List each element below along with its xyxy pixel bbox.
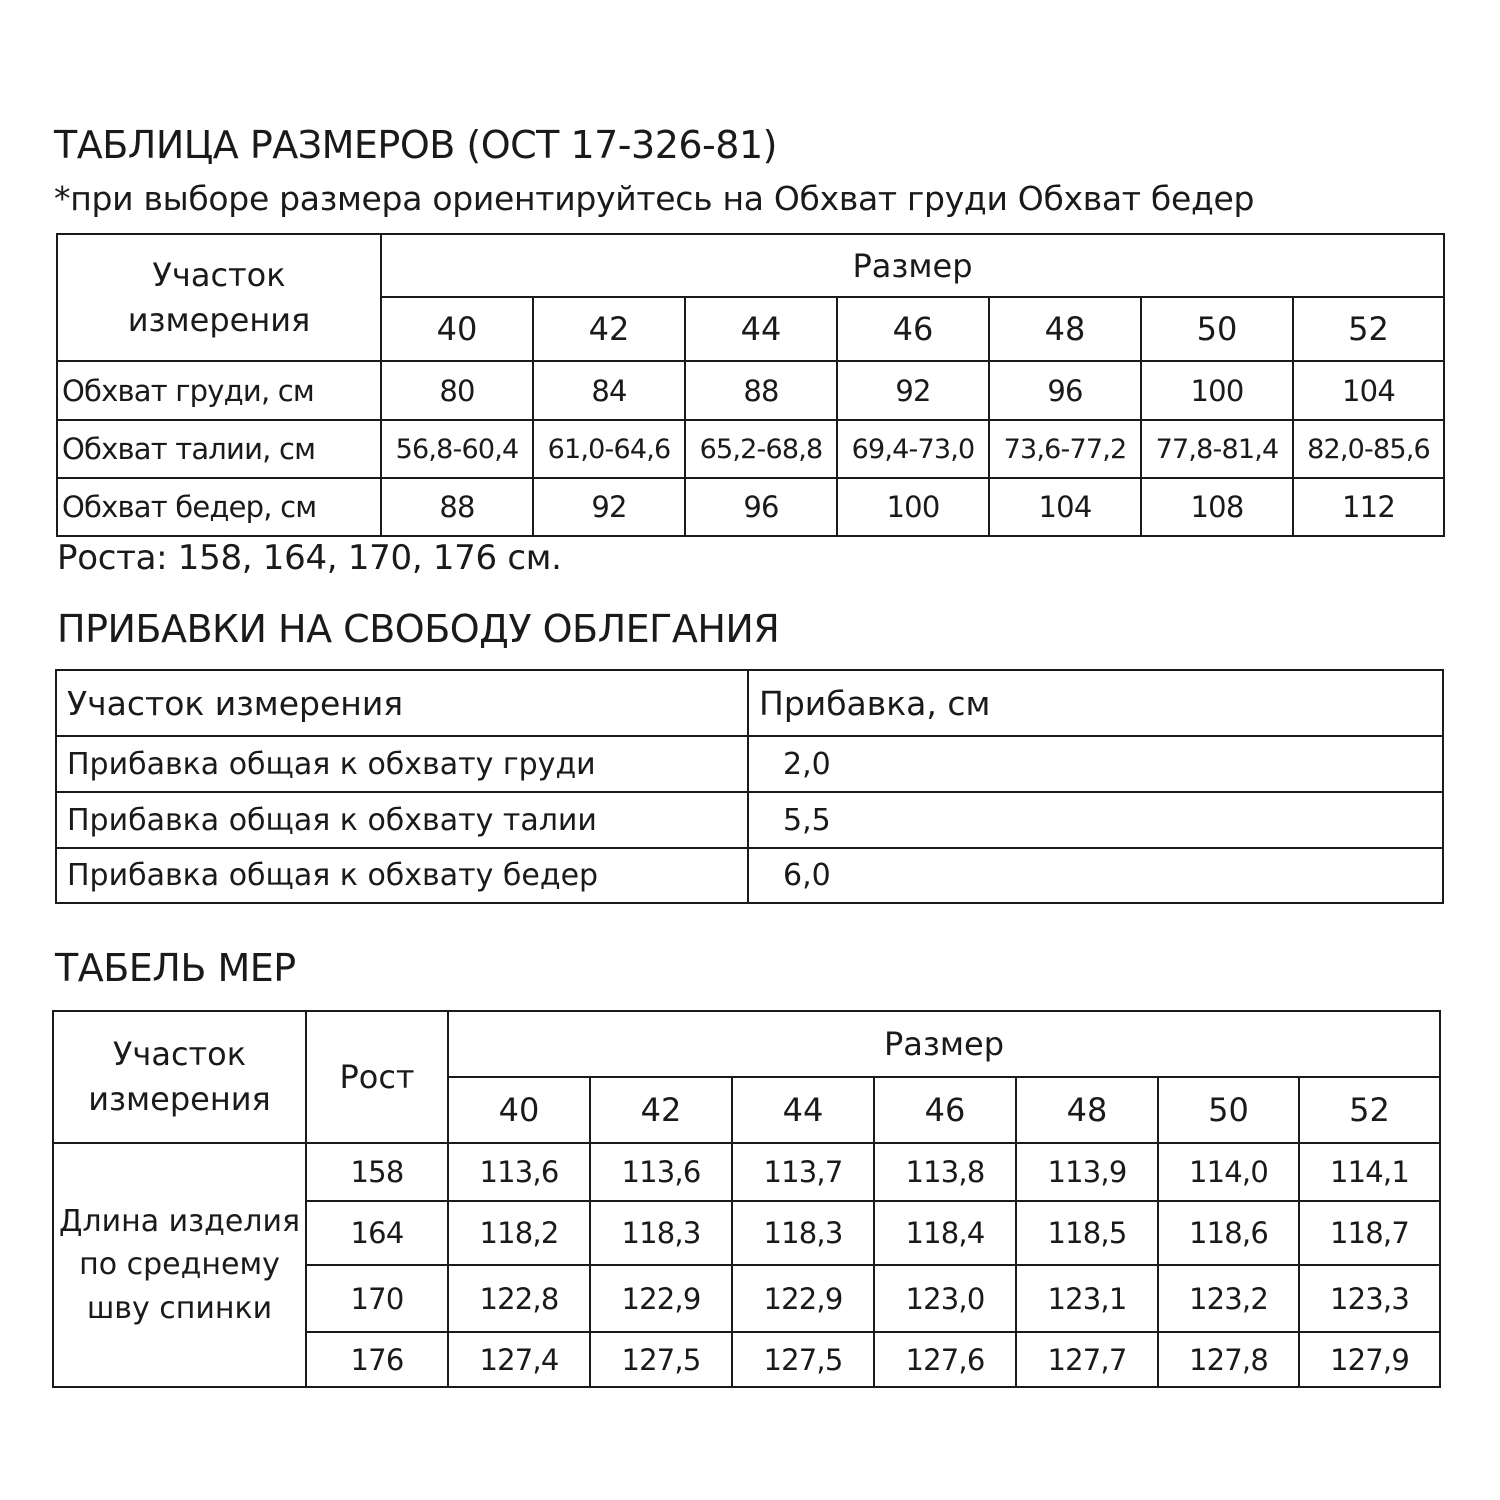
value-cell: 113,7 [732,1143,874,1201]
value-cell: 123,3 [1299,1265,1440,1332]
value-cell: 118,5 [1016,1201,1158,1265]
value-cell: 84 [533,361,685,420]
value-cell: 100 [1141,361,1293,420]
value-cell: 65,2-68,8 [685,420,837,478]
value-cell: 127,7 [1016,1332,1158,1387]
value-cell: 114,1 [1299,1143,1440,1201]
value-cell: 127,5 [590,1332,732,1387]
value-cell: 82,0-85,6 [1293,420,1444,478]
height-cell: 158 [306,1143,448,1201]
size-header: Размер [381,234,1444,297]
value-cell: 127,9 [1299,1332,1440,1387]
value-cell: 113,8 [874,1143,1016,1201]
size-cell: 40 [448,1077,590,1143]
table-row [56,792,1443,848]
size-cell: 44 [732,1077,874,1143]
value-cell: 127,5 [732,1332,874,1387]
size-header: Размер [448,1011,1440,1077]
value-cell: 108 [1141,478,1293,536]
value-cell: 104 [989,478,1141,536]
value-cell: 73,6-77,2 [989,420,1141,478]
value-cell: 118,4 [874,1201,1016,1265]
size-cell: 50 [1158,1077,1299,1143]
corner-line-1: Участок [112,1035,247,1074]
table-row [57,420,1444,478]
size-cell: 48 [1016,1077,1158,1143]
ease-header-value: Прибавка, см [748,670,1443,736]
value-cell: 56,8-60,4 [381,420,533,478]
value-cell: 113,6 [448,1143,590,1201]
value-cell: 118,7 [1299,1201,1440,1265]
size-table-corner-header [57,234,381,361]
size-cell: 48 [989,297,1141,361]
corner-line-2: измерения [127,300,311,339]
value-cell: 122,9 [732,1265,874,1332]
value-cell: 122,8 [448,1265,590,1332]
corner-line-2: измерения [88,1080,271,1118]
value-cell: 122,9 [590,1265,732,1332]
value-cell: 96 [989,361,1141,420]
height-cell: 164 [306,1201,448,1265]
table-row [53,1143,1440,1201]
ease-row-label: Прибавка общая к обхвату бедер [56,848,748,903]
value-cell: 88 [381,478,533,536]
measure-table-title: ТАБЕЛЬ МЕР [55,946,296,990]
height-cell: 170 [306,1265,448,1332]
value-cell: 96 [685,478,837,536]
value-cell: 123,2 [1158,1265,1299,1332]
size-cell: 40 [381,297,533,361]
value-cell: 127,6 [874,1332,1016,1387]
size-cell: 50 [1141,297,1293,361]
row-label: Обхват бедер, см [57,478,381,536]
ease-table-title: ПРИБАВКИ НА СВОБОДУ ОБЛЕГАНИЯ [57,607,780,651]
value-cell: 88 [685,361,837,420]
value-cell: 100 [837,478,989,536]
value-cell: 114,0 [1158,1143,1299,1201]
row-label-line-2: по среднему [79,1247,280,1283]
value-cell: 92 [533,478,685,536]
value-cell: 118,3 [732,1201,874,1265]
size-cell: 52 [1299,1077,1440,1143]
value-cell: 127,4 [448,1332,590,1387]
height-header: Рост [306,1011,448,1143]
row-label-line-1: Длина изделия [58,1203,300,1239]
table-header-row [56,670,1443,736]
size-table [56,233,1445,537]
corner-line-1: Участок [152,255,286,294]
value-cell: 112 [1293,478,1444,536]
value-cell: 118,3 [590,1201,732,1265]
ease-row-value: 2,0 [748,736,1443,792]
size-cell: 46 [874,1077,1016,1143]
value-cell: 113,6 [590,1143,732,1201]
size-table-title: ТАБЛИЦА РАЗМЕРОВ (ОСТ 17-326-81) [54,123,777,167]
ease-row-value: 6,0 [748,848,1443,903]
table-row [57,478,1444,536]
size-cell: 42 [533,297,685,361]
table-row [56,848,1443,903]
ease-header-area: Участок измерения [56,670,748,736]
measure-table [52,1010,1441,1388]
row-label-line-3: шву спинки [86,1290,273,1326]
size-cell: 46 [837,297,989,361]
value-cell: 61,0-64,6 [533,420,685,478]
value-cell: 92 [837,361,989,420]
value-cell: 118,2 [448,1201,590,1265]
measure-row-label [53,1143,306,1387]
ease-row-label: Прибавка общая к обхвату талии [56,792,748,848]
ease-row-value: 5,5 [748,792,1443,848]
value-cell: 104 [1293,361,1444,420]
value-cell: 113,9 [1016,1143,1158,1201]
row-label: Обхват груди, см [57,361,381,420]
table-row [57,361,1444,420]
row-label: Обхват талии, см [57,420,381,478]
size-cell: 44 [685,297,837,361]
value-cell: 80 [381,361,533,420]
heights-note: Роста: 158, 164, 170, 176 см. [57,538,562,578]
value-cell: 118,6 [1158,1201,1299,1265]
size-cell: 52 [1293,297,1444,361]
size-cell: 42 [590,1077,732,1143]
value-cell: 127,8 [1158,1332,1299,1387]
value-cell: 123,0 [874,1265,1016,1332]
value-cell: 69,4-73,0 [837,420,989,478]
height-cell: 176 [306,1332,448,1387]
ease-table [55,669,1444,904]
value-cell: 123,1 [1016,1265,1158,1332]
measure-corner-header [53,1011,306,1143]
table-row [56,736,1443,792]
size-table-note: *при выборе размера ориентируйтесь на Обхват груди Обхват бедер [54,179,1255,218]
ease-row-label: Прибавка общая к обхвату груди [56,736,748,792]
value-cell: 77,8-81,4 [1141,420,1293,478]
